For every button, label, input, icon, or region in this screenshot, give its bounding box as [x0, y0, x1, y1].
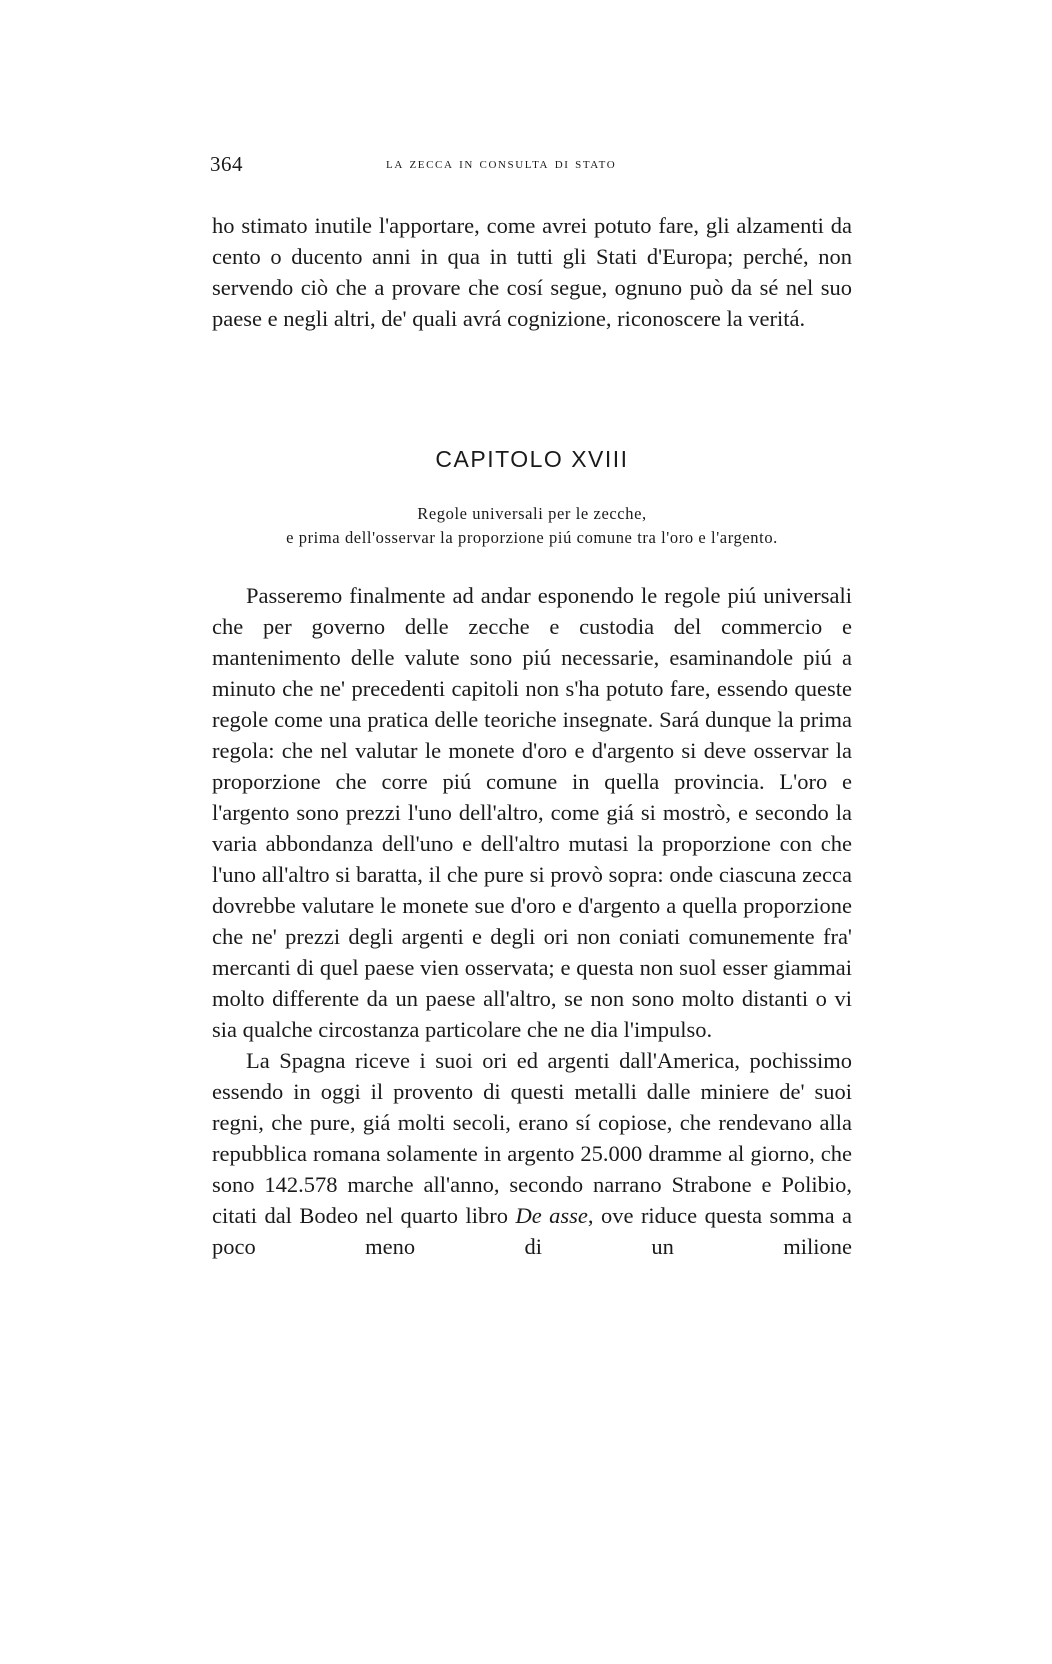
body-paragraph-2-end: , ove riduce questa somma a poco meno di un milione [212, 1203, 853, 1259]
body-paragraph-2 [212, 1045, 852, 1262]
running-title: la zecca in consulta di stato [386, 155, 617, 172]
body-paragraph-1: Passeremo finalmente ad andar esponendo le regole piú universali che per governo delle zecche e custodia del commercio e mantenimento delle valute sono piú necessarie, esaminandole piú a minuto che ne' precedenti capitoli non s'ha potuto fare, essendo queste regole come una pratica delle teoriche insegnate. Sará dunque la prima regola: che nel valutar le monete d'oro e d'argento si deve osservar la proporzione che corre piú comune in quella provincia. L'oro e l'argento sono prezzi l'uno dell'altro, come giá si mostrò, e secondo la varia abbondanza dell'uno e dell'altro mutasi la proporzione con che l'uno all'altro si baratta, il che pure si provò sopra: onde ciascuna zecca dovrebbe valutare le monete sue d'oro e d'argento a quella proporzione che ne' prezzi degli argenti e degli ori non coniati comunemente fra' mercanti di quel paese vien osservata; e questa non suol esser giammai molto differente da un paese all'altro, se non sono molto distanti o vi sia qualche circostanza particolare che ne dia l'impulso. [212, 583, 852, 1042]
chapter-subtitle-line-2: e prima dell'osservar la proporzione piú comune tra l'oro e l'argento. [286, 528, 778, 547]
body-paragraph-2-start: La Spagna riceve i suoi ori ed argenti dall'America, pochissimo essendo in oggi il provento di questi metalli dalle miniere de' suoi regni, che pure, giá molti secoli, erano sí copiose, che rendevano alla repubblica romana solamente in argento 25.000 dramme al giorno, che sono 142.578 marche all'anno, secondo narrano Strabone e Polibio, citati dal Bodeo nel quarto libro [212, 1048, 852, 1228]
chapter-body [212, 580, 852, 1262]
chapter-heading: CAPITOLO XVIII [435, 446, 629, 472]
intro-paragraph: ho stimato inutile l'apportare, come avrei potuto fare, gli alzamenti da cento o ducento anni in qua in tutti gli Stati d'Europa; perché, non servendo ciò che a provare che cosí segue, ognuno può da sé nel suo paese e negli altri, de' quali avrá cognizione, riconoscere la veritá. [212, 213, 852, 331]
running-head [210, 152, 848, 182]
book-title-italic: De asse [515, 1203, 588, 1228]
chapter-subtitle [212, 502, 852, 550]
intro-paragraph-block [212, 210, 852, 334]
chapter-subtitle-line-1: Regole universali per le zecche, [417, 504, 647, 523]
page-number: 364 [210, 152, 243, 176]
